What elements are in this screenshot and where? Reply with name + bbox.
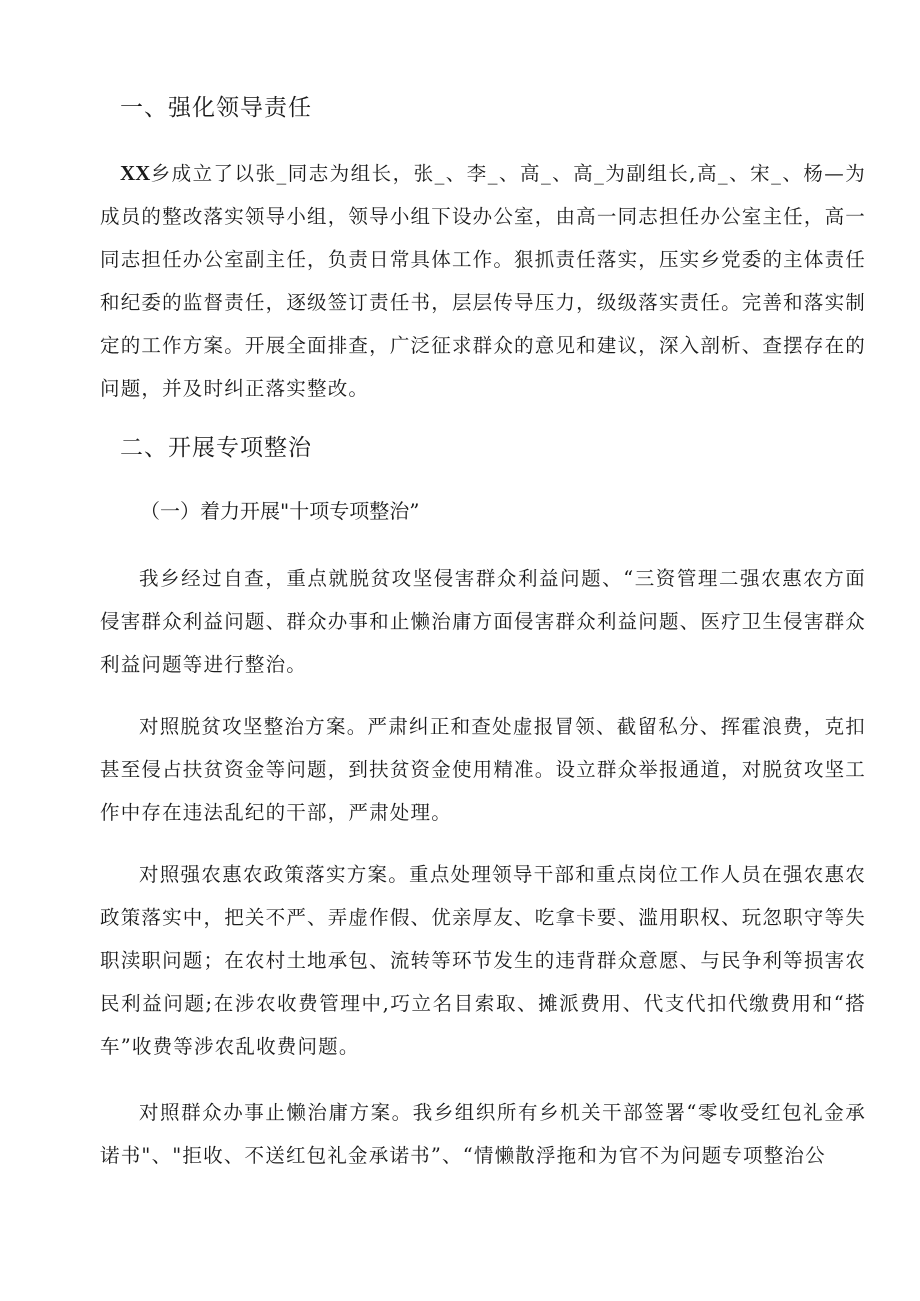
section-1-paragraph bbox=[100, 152, 866, 410]
body-paragraph: 我乡经过自查，重点就脱贫攻坚侵害群众利益问题、“三资管理二强农惠农方面侵害群众利益问题、群众办事和止懒治庸方面侵害群众利益问题、医疗卫生侵害群众利益问题等进行整治。 bbox=[100, 567, 866, 676]
paragraph-lead-text: XX bbox=[120, 161, 151, 185]
section-2-heading: 二、开展专项整治 bbox=[120, 435, 312, 461]
section-1-heading: 一、强化领导责任 bbox=[120, 95, 312, 121]
paragraph-body-text: 乡成立了以张_同志为组长，张_、李_、高_、高_为副组长,高_、宋_、杨—为成员的整改落实领导小组，领导小组下设办公室，由高一同志担任办公室主任，高一同志担任办公室副主任，负责日常具体工作。狠抓责任落实，压实乡党委的主体责任和纪委的监督责任，逐级签订责任书，层层传导压力，级级落实责任。完善和落实制定的工作方案。开展全面排查，广泛征求群众的意见和建议，深入剖析、查摆存在的问题，并及时纠正落实整改。 bbox=[100, 162, 866, 400]
body-paragraph: 对照群众办事止懒治庸方案。我乡组织所有乡机关干部签署“零收受红包礼金承诺书"、"拒收、不送红包礼金承诺书”、“情懒散浮拖和为官不为问题专项整治公 bbox=[100, 1101, 866, 1167]
body-paragraph: 对照脱贫攻坚整治方案。严肃纠正和查处虚报冒领、截留私分、挥霍浪费，克扣甚至侵占扶贫资金等问题，到扶贫资金使用精准。设立群众举报通道，对脱贫攻坚工作中存在违法乱纪的干部，严肃处理。 bbox=[100, 715, 866, 824]
body-paragraph: 对照强农惠农政策落实方案。重点处理领导干部和重点岗位工作人员在强农惠农政策落实中，把关不严、弄虚作假、优亲厚友、吃拿卡要、滥用职权、玩忽职守等失职渎职问题；在农村土地承包、流转等环节发生的违背群众意愿、与民争利等损害农民利益问题;在涉农收费管理中,巧立名目索取、摊派费用、代支代扣代缴费用和“搭车”收费等涉农乱收费问题。 bbox=[100, 863, 866, 1058]
section-2-subheading: （一）着力开展"十项专项整治” bbox=[140, 499, 420, 523]
